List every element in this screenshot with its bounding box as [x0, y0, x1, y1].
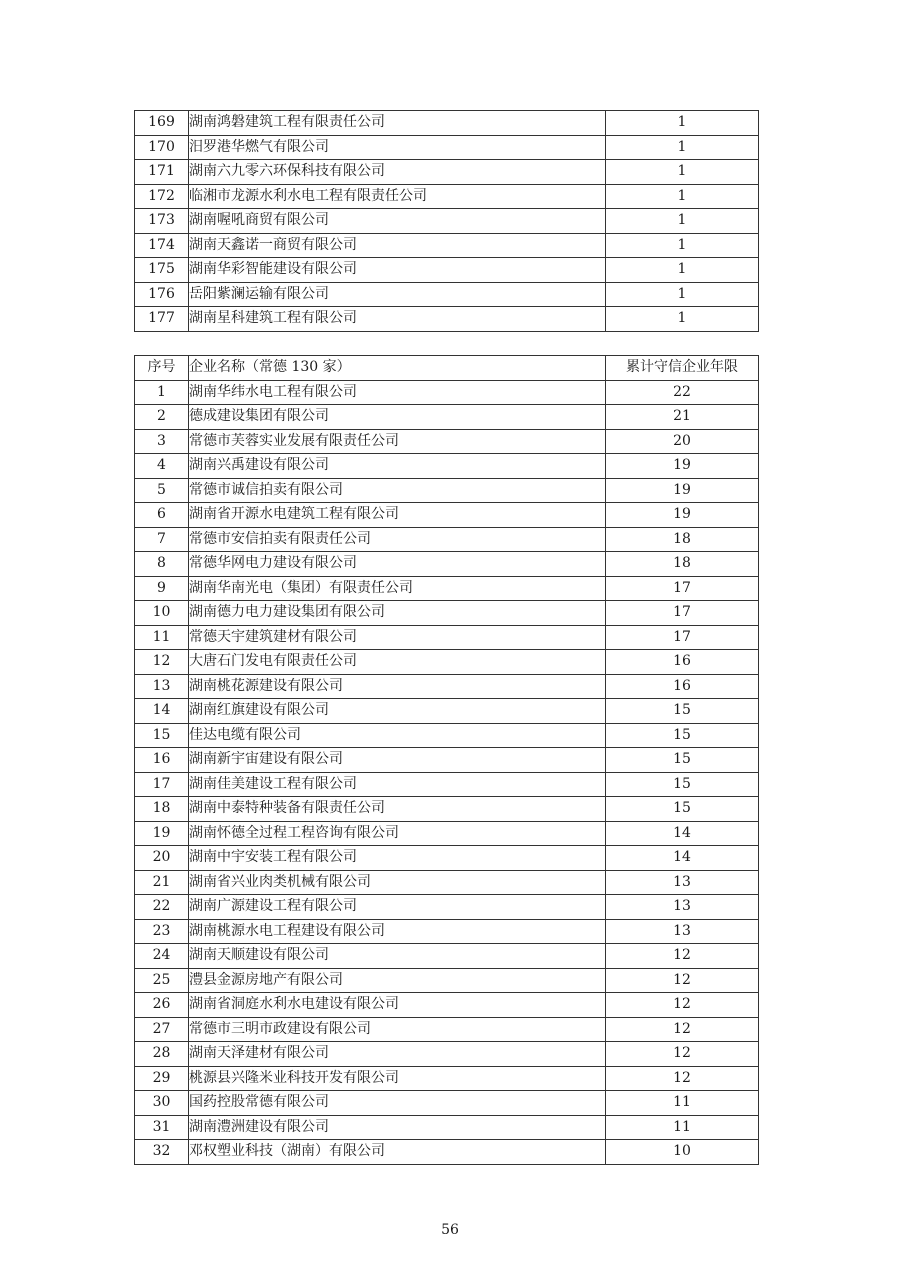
row-serial: 177: [135, 307, 189, 332]
row-serial: 6: [135, 503, 189, 528]
row-enterprise-name: 湖南华南光电（集团）有限责任公司: [189, 576, 606, 601]
row-serial: 8: [135, 552, 189, 577]
row-enterprise-name: 佳达电缆有限公司: [189, 723, 606, 748]
row-credit-years: 13: [606, 870, 759, 895]
row-enterprise-name: 湖南天泽建材有限公司: [189, 1042, 606, 1067]
table-row: [135, 527, 759, 552]
row-enterprise-name: 湖南兴禹建设有限公司: [189, 454, 606, 479]
row-serial: 16: [135, 748, 189, 773]
table-row: [135, 625, 759, 650]
table-row: [135, 674, 759, 699]
row-enterprise-name: 湖南怀德全过程工程咨询有限公司: [189, 821, 606, 846]
row-credit-years: 12: [606, 993, 759, 1018]
table-row: [135, 968, 759, 993]
table-row: [135, 135, 759, 160]
row-enterprise-name: 国药控股常德有限公司: [189, 1091, 606, 1116]
row-serial: 18: [135, 797, 189, 822]
row-serial: 14: [135, 699, 189, 724]
row-credit-years: 15: [606, 699, 759, 724]
row-credit-years: 13: [606, 919, 759, 944]
table-row: [135, 478, 759, 503]
header-serial: 序号: [135, 356, 189, 381]
row-enterprise-name: 汨罗港华燃气有限公司: [189, 135, 606, 160]
row-enterprise-name: 湖南华纬水电工程有限公司: [189, 380, 606, 405]
row-credit-years: 21: [606, 405, 759, 430]
row-credit-years: 12: [606, 1066, 759, 1091]
table-row: [135, 601, 759, 626]
table-row: [135, 944, 759, 969]
row-credit-years: 12: [606, 1017, 759, 1042]
row-enterprise-name: 桃源县兴隆米业科技开发有限公司: [189, 1066, 606, 1091]
row-credit-years: 11: [606, 1091, 759, 1116]
table-row: [135, 846, 759, 871]
row-credit-years: 12: [606, 944, 759, 969]
table-row: [135, 895, 759, 920]
row-enterprise-name: 湖南广源建设工程有限公司: [189, 895, 606, 920]
table-row: [135, 1091, 759, 1116]
row-enterprise-name: 岳阳紫澜运输有限公司: [189, 282, 606, 307]
row-enterprise-name: 湖南红旗建设有限公司: [189, 699, 606, 724]
table-row: [135, 870, 759, 895]
table-row: [135, 184, 759, 209]
row-enterprise-name: 常德市三明市政建设有限公司: [189, 1017, 606, 1042]
row-serial: 30: [135, 1091, 189, 1116]
row-serial: 11: [135, 625, 189, 650]
row-enterprise-name: 德成建设集团有限公司: [189, 405, 606, 430]
row-serial: 21: [135, 870, 189, 895]
row-credit-years: 14: [606, 846, 759, 871]
table-row: [135, 454, 759, 479]
row-serial: 175: [135, 258, 189, 283]
row-serial: 176: [135, 282, 189, 307]
row-serial: 24: [135, 944, 189, 969]
row-enterprise-name: 湖南省兴业肉类机械有限公司: [189, 870, 606, 895]
row-enterprise-name: 澧县金源房地产有限公司: [189, 968, 606, 993]
row-serial: 174: [135, 233, 189, 258]
row-serial: 9: [135, 576, 189, 601]
table-row: [135, 1042, 759, 1067]
row-enterprise-name: 湖南德力电力建设集团有限公司: [189, 601, 606, 626]
table-row: [135, 576, 759, 601]
row-enterprise-name: 常德华网电力建设有限公司: [189, 552, 606, 577]
table-row: [135, 209, 759, 234]
row-enterprise-name: 邓权塑业科技（湖南）有限公司: [189, 1140, 606, 1165]
row-serial: 32: [135, 1140, 189, 1165]
row-serial: 7: [135, 527, 189, 552]
row-serial: 15: [135, 723, 189, 748]
row-credit-years: 16: [606, 674, 759, 699]
table-row: [135, 258, 759, 283]
table-row: [135, 552, 759, 577]
row-serial: 5: [135, 478, 189, 503]
row-credit-years: 17: [606, 601, 759, 626]
row-credit-years: 12: [606, 968, 759, 993]
row-credit-years: 1: [606, 307, 759, 332]
row-credit-years: 1: [606, 282, 759, 307]
row-serial: 170: [135, 135, 189, 160]
header-row: [135, 356, 759, 381]
row-serial: 3: [135, 429, 189, 454]
table-row: [135, 821, 759, 846]
row-serial: 22: [135, 895, 189, 920]
row-serial: 169: [135, 111, 189, 136]
row-credit-years: 12: [606, 1042, 759, 1067]
row-credit-years: 19: [606, 454, 759, 479]
table-row: [135, 380, 759, 405]
page-number: 56: [441, 1222, 459, 1238]
row-credit-years: 15: [606, 797, 759, 822]
row-credit-years: 16: [606, 650, 759, 675]
row-enterprise-name: 常德市诚信拍卖有限公司: [189, 478, 606, 503]
table-row: [135, 1115, 759, 1140]
table-row: [135, 1066, 759, 1091]
table-row: [135, 650, 759, 675]
row-serial: 173: [135, 209, 189, 234]
table-row: [135, 772, 759, 797]
row-credit-years: 18: [606, 527, 759, 552]
table-row: [135, 160, 759, 185]
row-enterprise-name: 湖南中宇安装工程有限公司: [189, 846, 606, 871]
table-row: [135, 503, 759, 528]
row-credit-years: 11: [606, 1115, 759, 1140]
table-row: [135, 111, 759, 136]
table-row: [135, 919, 759, 944]
row-serial: 2: [135, 405, 189, 430]
row-credit-years: 17: [606, 576, 759, 601]
row-enterprise-name: 临湘市龙源水利水电工程有限责任公司: [189, 184, 606, 209]
table-row: [135, 307, 759, 332]
table-row: [135, 405, 759, 430]
row-credit-years: 14: [606, 821, 759, 846]
row-enterprise-name: 常德天宇建筑建材有限公司: [189, 625, 606, 650]
row-serial: 12: [135, 650, 189, 675]
row-enterprise-name: 大唐石门发电有限责任公司: [189, 650, 606, 675]
row-credit-years: 18: [606, 552, 759, 577]
header-enterprise-name: 企业名称（常德 130 家）: [189, 356, 606, 381]
row-enterprise-name: 湖南省洞庭水利水电建设有限公司: [189, 993, 606, 1018]
table-row: [135, 993, 759, 1018]
row-credit-years: 1: [606, 160, 759, 185]
table-row: [135, 748, 759, 773]
row-serial: 172: [135, 184, 189, 209]
row-credit-years: 15: [606, 723, 759, 748]
row-serial: 20: [135, 846, 189, 871]
row-enterprise-name: 湖南省开源水电建筑工程有限公司: [189, 503, 606, 528]
row-serial: 23: [135, 919, 189, 944]
row-enterprise-name: 湖南桃花源建设有限公司: [189, 674, 606, 699]
row-serial: 25: [135, 968, 189, 993]
row-credit-years: 19: [606, 478, 759, 503]
table-row: [135, 699, 759, 724]
row-serial: 26: [135, 993, 189, 1018]
row-credit-years: 1: [606, 233, 759, 258]
row-enterprise-name: 湖南中泰特种装备有限责任公司: [189, 797, 606, 822]
table-row: [135, 429, 759, 454]
row-credit-years: 22: [606, 380, 759, 405]
row-credit-years: 1: [606, 184, 759, 209]
row-credit-years: 15: [606, 748, 759, 773]
row-credit-years: 1: [606, 258, 759, 283]
row-enterprise-name: 湖南天顺建设有限公司: [189, 944, 606, 969]
row-serial: 13: [135, 674, 189, 699]
row-serial: 27: [135, 1017, 189, 1042]
row-serial: 171: [135, 160, 189, 185]
row-serial: 31: [135, 1115, 189, 1140]
row-serial: 4: [135, 454, 189, 479]
row-enterprise-name: 湖南华彩智能建设有限公司: [189, 258, 606, 283]
row-enterprise-name: 湖南星科建筑工程有限公司: [189, 307, 606, 332]
header-credit-years: 累计守信企业年限: [606, 356, 759, 381]
row-credit-years: 1: [606, 135, 759, 160]
row-enterprise-name: 湖南六九零六环保科技有限公司: [189, 160, 606, 185]
table-row: [135, 1017, 759, 1042]
row-serial: 17: [135, 772, 189, 797]
table-row: [135, 233, 759, 258]
row-serial: 28: [135, 1042, 189, 1067]
row-serial: 29: [135, 1066, 189, 1091]
enterprise-table-continued: [134, 110, 759, 332]
row-enterprise-name: 湖南桃源水电工程建设有限公司: [189, 919, 606, 944]
row-credit-years: 1: [606, 111, 759, 136]
row-enterprise-name: 湖南新宇宙建设有限公司: [189, 748, 606, 773]
table-row: [135, 797, 759, 822]
table-row: [135, 282, 759, 307]
row-credit-years: 1: [606, 209, 759, 234]
table-row: [135, 723, 759, 748]
table-body: [135, 380, 759, 1164]
table-row: [135, 1140, 759, 1165]
row-enterprise-name: 常德市安信拍卖有限责任公司: [189, 527, 606, 552]
row-credit-years: 17: [606, 625, 759, 650]
row-serial: 19: [135, 821, 189, 846]
row-enterprise-name: 湖南天鑫诺一商贸有限公司: [189, 233, 606, 258]
table-body: [135, 111, 759, 332]
row-enterprise-name: 湖南佳美建设工程有限公司: [189, 772, 606, 797]
row-enterprise-name: 湖南澧洲建设有限公司: [189, 1115, 606, 1140]
row-credit-years: 19: [606, 503, 759, 528]
row-enterprise-name: 湖南鸿磐建筑工程有限责任公司: [189, 111, 606, 136]
row-enterprise-name: 常德市芙蓉实业发展有限责任公司: [189, 429, 606, 454]
row-credit-years: 15: [606, 772, 759, 797]
row-credit-years: 10: [606, 1140, 759, 1165]
row-credit-years: 20: [606, 429, 759, 454]
row-serial: 1: [135, 380, 189, 405]
enterprise-table-changde: [134, 355, 759, 1165]
row-credit-years: 13: [606, 895, 759, 920]
row-enterprise-name: 湖南喔吼商贸有限公司: [189, 209, 606, 234]
row-serial: 10: [135, 601, 189, 626]
